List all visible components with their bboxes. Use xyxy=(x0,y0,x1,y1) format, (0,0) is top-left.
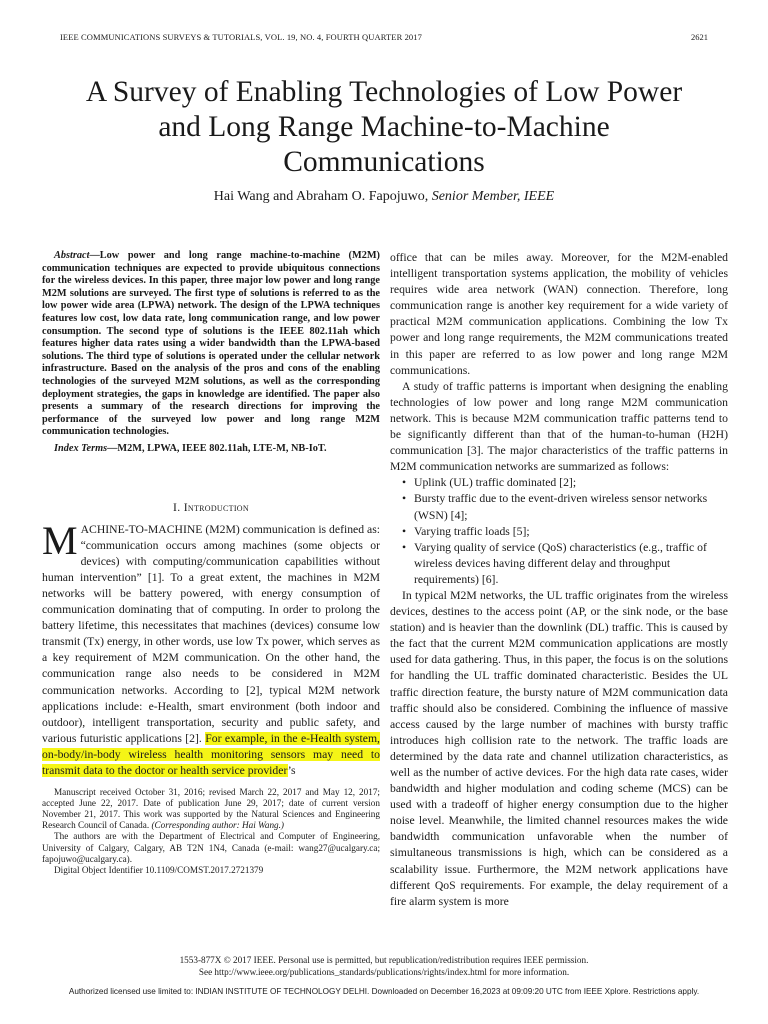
left-column xyxy=(42,250,380,876)
author-line xyxy=(40,189,728,205)
copyright-line-2: See http://www.ieee.org/publications_standards/publications/rights/index.html for more information. xyxy=(198,966,570,977)
intro-lead: ACHINE-TO-MACHINE xyxy=(80,522,203,536)
traffic-characteristics-list xyxy=(390,475,728,588)
paper-title xyxy=(40,75,728,180)
list-item: • Uplink (UL) traffic dominated [2]; xyxy=(402,475,728,491)
author-names: Hai Wang and Abraham O. Fapojuwo, xyxy=(213,189,429,204)
footnote-doi: Digital Object Identifier 10.1109/COMST.2017.2721379 xyxy=(54,864,264,875)
running-head: IEEE COMMUNICATIONS SURVEYS & TUTORIALS, VOL. 19, NO. 4, FOURTH QUARTER 2017 xyxy=(60,32,422,42)
intro-tail: ’s xyxy=(287,764,296,777)
section-heading xyxy=(42,500,380,516)
section-number: I. xyxy=(173,500,184,514)
footnote-corresponding: (Corresponding author: Hai Wang.) xyxy=(151,820,284,831)
highlighted-text: For example, in the e-Health system, on-body/in-body wireless health monitoring sensors may need to transmit data to the doctor or health service provider xyxy=(42,731,380,777)
right-paragraph-3: In typical M2M networks, the UL traffic originates from the wireless devices, destines to the access point (AP, or the sink node, or the base station) and is heavier than the downlink (DL) traffic. This is caused by the fact that the current M2M communication applications are mostly used for data gathering. Thus, in this paper, the focus is on the solutions for handling the UL traffic dominated characteristic. Besides the UL traffic direction feature, the bursty nature of M2M communication data traffic should also be considered. Combining the influence of massive access caused by the large number of machines with bursty traffic introduces high collision rate to the network. The traffic loads are determined by the data rate and channel utilization characteristics, as well as the number of active devices. For the high data rate cases, wider bandwidth and higher modulation and coding scheme (MCS) can be used with a tradeoff of higher energy consumption due to the higher noise level. Meanwhile, the limited channel resources makes the wide bandwidth communication unfavorable when the number of simultaneous transmissions is high, which can be considered as a scalability issue. Furthermore, the M2M network applications have different QoS requirements. For example, the delay requirement of a fire alarm system is more xyxy=(390,588,728,908)
drop-cap: M xyxy=(42,517,78,563)
abstract xyxy=(42,250,380,439)
right-paragraph-1: office that can be miles away. Moreover, for the M2M-enabled intelligent transportation systems application, the mobility of vehicles requires wide area network (WAN) connection. Therefore, long communication range is another key requirement for a wide variety of practical M2M communication applications. Combining the low Tx power and long range requirements, the M2M communications treated in this paper are referred to as low power and long range M2M communications. xyxy=(390,251,728,377)
footnotes xyxy=(42,787,380,876)
author-role: Senior Member, IEEE xyxy=(428,189,555,204)
index-terms xyxy=(42,443,380,456)
index-terms-text: —M2M, LPWA, IEEE 802.11ah, LTE-M, NB-IoT. xyxy=(107,442,327,454)
title-line-1: A Survey of Enabling Technologies of Low Power xyxy=(85,76,683,108)
authorized-use-notice: Authorized licensed use limited to: INDIAN INSTITUTE OF TECHNOLOGY DELHI. Downloaded on December 16,2023 at 09:09:20 UTC from IEEE Xplore. Restrictions apply. xyxy=(68,987,700,996)
right-paragraph-2: A study of traffic patterns is important when designing the enabling technologies of low power and long range M2M communication network. This is because M2M communication traffic patterns tend to be significantly different than that of the human-to-human (H2H) communication [3]. The major characteristics of the traffic patterns in M2M communication networks are summarized as follows: xyxy=(390,379,728,474)
list-item: • Varying quality of service (QoS) characteristics (e.g., traffic of wireless devices having different delay and throughput requirements) [6]. xyxy=(402,540,728,588)
right-column xyxy=(390,250,728,910)
title-line-2: and Long Range Machine-to-Machine xyxy=(158,111,610,143)
index-terms-label: Index Terms xyxy=(54,442,108,454)
section-title: Introduction xyxy=(183,500,249,514)
intro-paragraph xyxy=(42,517,380,780)
intro-text: (M2M) communication is defined as: “communication occurs among machines (some objects or devices) with computing/communication capabilities without human intervention” [1]. To a great extent, the machines in M2M networks will be battery powered, with energy consumption of communication dominating that of computing. In order to prolong the battery lifetime, this necessitates that machines (devices) consume low transmit (Tx) energy, in other words, use low Tx power, which serves as a key requirement of M2M communication. On the other hand, the communication range also needs to be considered in M2M communication networks. According to [2], typical M2M network applications include: e-Health, smart environment (both indoor and outdoor), intelligent transportation, security and public safety, and various futuristic applications [2]. xyxy=(42,522,380,745)
list-item: • Varying traffic loads [5]; xyxy=(402,524,728,540)
footnote-received: Manuscript received October 31, 2016; revised March 22, 2017 and May 12, 2017; accepted June 22, 2017. Date of publication June 29, 2017; date of current version November 21, 2017. This work was supported by the Natural Sciences and Engineering Research Council of Canada. (Corresponding author: Hai Wang.) xyxy=(42,787,380,831)
copyright-notice xyxy=(40,955,728,978)
copyright-line-1: 1553-877X © 2017 IEEE. Personal use is permitted, but republication/redistribution requires IEEE permission. xyxy=(179,955,589,965)
footnote-affiliation: The authors are with the Department of Electrical and Computer of Engineering, University of Calgary, Calgary, AB T2N 1N4, Canada (e-mail: wang27@ucalgary.ca; fapojuwo@ucalgary.ca). xyxy=(42,831,380,864)
page-number: 2621 xyxy=(691,32,708,42)
abstract-label: Abstract xyxy=(54,250,90,261)
abstract-text: —Low power and long range machine-to-machine (M2M) communication techniques are expected to provide ubiquitous connections for the wireless devices. In this paper, three major low power and long range M2M solutions are surveyed. The first type of solutions is referred to as the low power wide area (LPWA) network. The design of the LPWA techniques features low cost, low data rate, long communication range, and low power consumption. The second type of solutions is the IEEE 802.11ah which features higher data rates using a wider bandwidth than the LPWA-based solutions. The third type of solutions is operated under the cellular network infrastructure. Based on the analysis of the pros and cons of the enabling technologies of the surveyed M2M solutions, as well as the corresponding deployment strategies, the gaps in knowledge are identified. The paper also presents a summary of the research directions for improving the performance of the surveyed low power and long range M2M communication technologies. xyxy=(42,250,380,438)
title-line-3: Communications xyxy=(283,146,485,178)
list-item: • Bursty traffic due to the event-driven wireless sensor networks (WSN) [4]; xyxy=(402,491,728,523)
